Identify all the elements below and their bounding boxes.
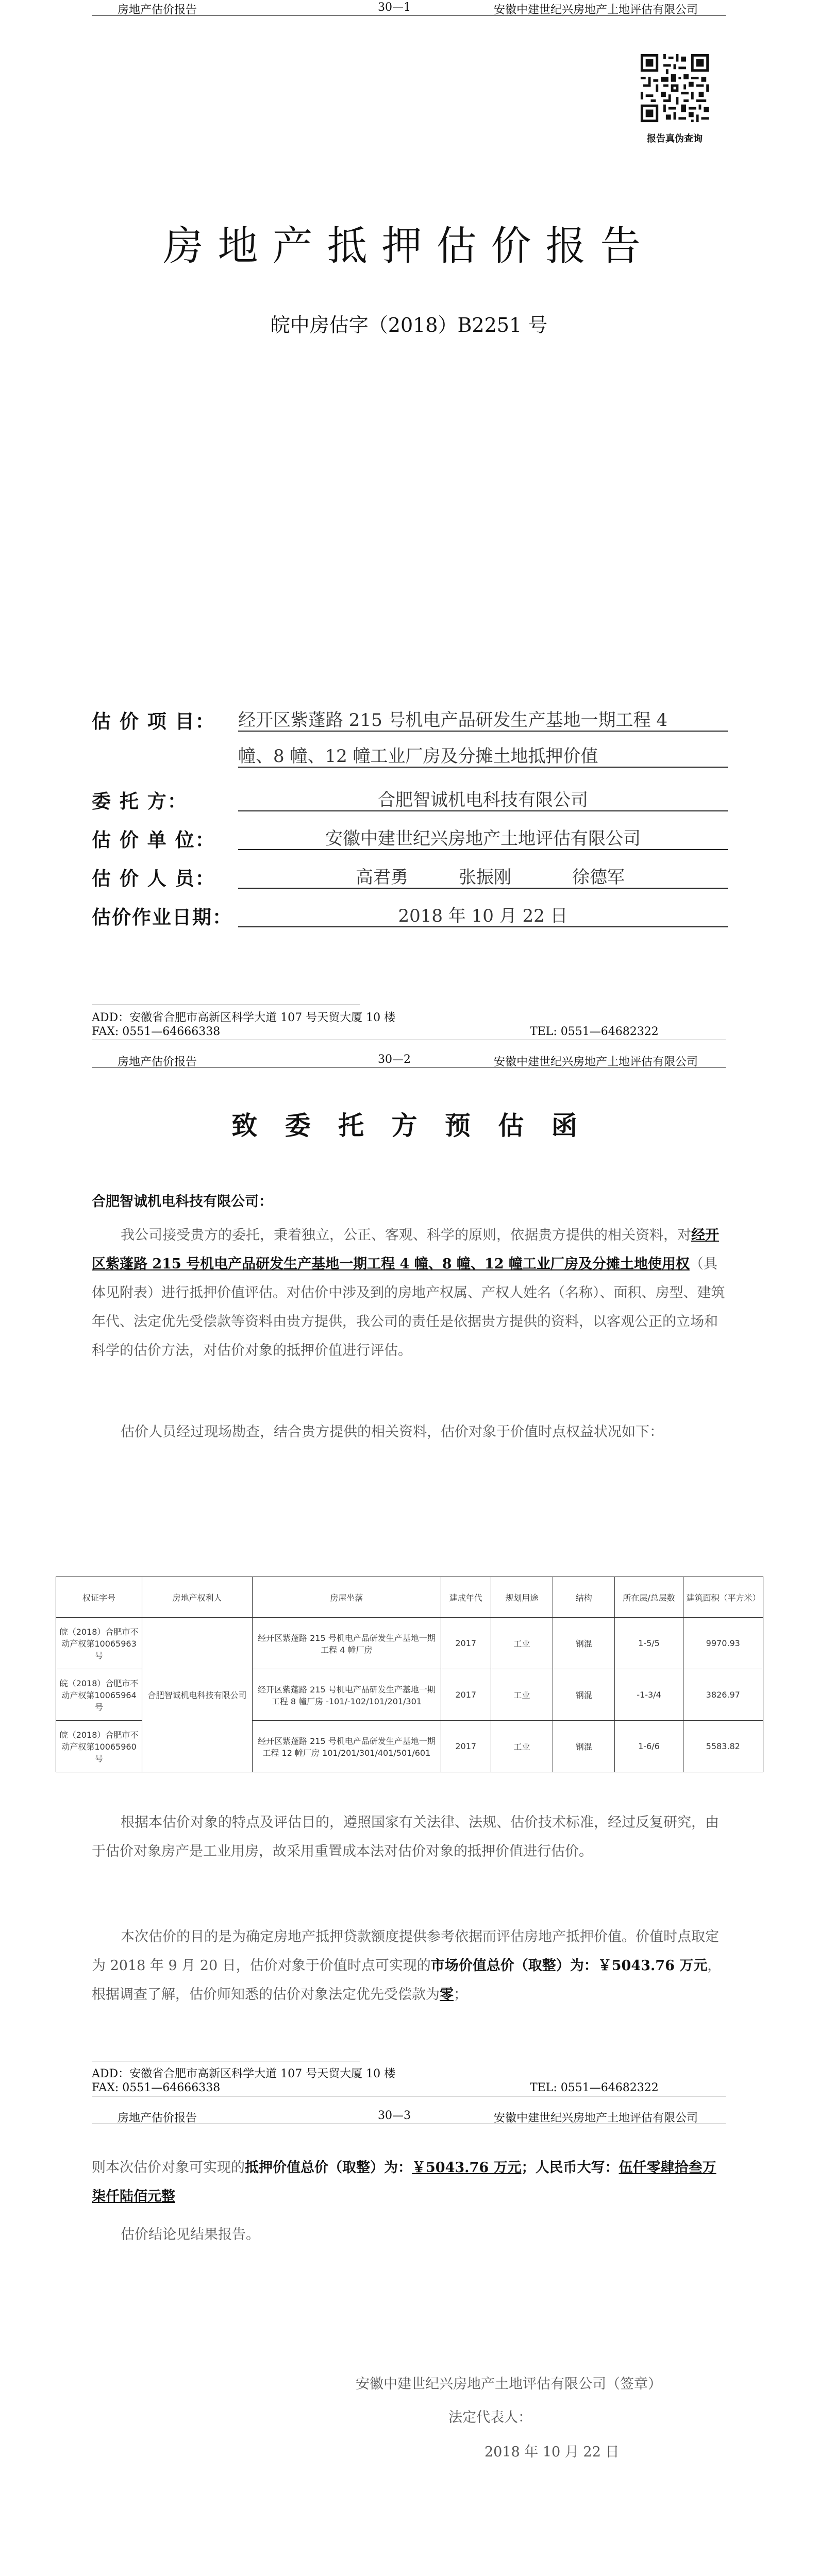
staff-name-2: 张振刚 [459,867,511,888]
header-left: 房地产估价报告 [118,2112,197,2125]
structure: 钢混 [553,1721,615,1772]
date-label: 估价作业日期： [92,906,232,928]
footer-address: ADD：安徽省合肥市高新区科学大道 107 号天贸大厦 10 楼 [92,2067,396,2080]
footer-tel: TEL: 0551—64682322 [530,2081,659,2094]
signature-date: 2018 年 10 月 22 日 [485,2444,620,2460]
staff-name-1: 高君勇 [356,867,408,888]
planned-use: 工业 [491,1721,553,1772]
project-value-line1: 经开区紫蓬路 215 号机电产品研发生产基地一期工程 4 [238,710,667,731]
structure: 钢混 [553,1669,615,1721]
letter-paragraph-2: 估价人员经过现场勘查，结合贵方提供的相关资料，估价对象于价值时点权益状况如下： [121,1424,663,1440]
underline [238,926,728,927]
signature-company: 安徽中建世纪兴房地产土地评估有限公司（签章） [356,2376,662,2392]
staff-label: 估 价 人 员： [92,867,215,890]
underline [238,731,728,732]
staff-name-3: 徐德军 [572,867,625,888]
owner-name: 合肥智诚机电科技有限公司 [142,1618,253,1772]
header-left: 房地产估价报告 [118,4,197,16]
report-number: 皖中房估字（2018）B2251 号 [270,314,548,336]
build-year: 2017 [441,1618,491,1669]
qr-code[interactable] [638,52,711,125]
page-header-1 [92,0,726,16]
date-value: 2018 年 10 月 22 日 [398,906,568,926]
underline [238,849,728,850]
underline [238,888,728,889]
letter-paragraph-1: 我公司接受贵方的委托，秉着独立，公正、客观、科学的原则，依据贵方提供的相关资料，对经开区紫蓬路 215 号机电产品研发生产基地一期工程 4 幢、8 幢、12 幢工业厂房及分摊土地使用权（具体见附表）进行抵押价值评估。对估价中涉及到的房地产权属、产权人姓名（名称）、面积、房型、建筑年代、法定优先受偿款等资料由贵方提供，我公司的责任是依据贵方提供的资料，以客观公正的立场和科学的估价方法，对估价对象的抵押价值进行评估。 [92,1227,725,1359]
header-right: 安徽中建世纪兴房地产土地评估有限公司 [494,4,698,16]
location: 经开区紫蓬路 215 号机电产品研发生产基地一期工程 8 幢厂房 -101/-102/101/201/301 [252,1669,441,1721]
header-page-number: 30—3 [378,2109,411,2122]
underline [238,767,728,768]
floor: -1-3/4 [615,1669,683,1721]
qr-caption: 报告真伪查询 [647,133,703,144]
area: 3826.97 [683,1669,763,1721]
footer-fax: FAX: 0551—64666338 [92,1025,221,1038]
project-label: 估 价 项 目： [92,710,215,733]
table-header-cell: 所在层/总层数 [615,1577,683,1618]
location: 经开区紫蓬路 215 号机电产品研发生产基地一期工程 4 幢厂房 [252,1618,441,1669]
appraiser-unit-value: 安徽中建世纪兴房地产土地评估有限公司 [325,828,641,849]
report-title: 房地产抵押估价报告 [163,223,655,269]
signature-representative: 法定代表人： [448,2410,532,2426]
project-value-line2: 幢、8 幢、12 幢工业厂房及分摊土地抵押价值 [238,746,598,767]
header-right: 安徽中建世纪兴房地产土地评估有限公司 [494,1056,698,1069]
build-year: 2017 [441,1669,491,1721]
page3-paragraph-1: 则本次估价对象可实现的抵押价值总价（取整）为：￥5043.76 万元；人民币大写：伍仟零肆拾叁万柒仟陆佰元整 [92,2160,716,2205]
header-page-number: 30—2 [378,1053,411,1066]
table-header-cell: 建筑面积（平方米） [683,1577,763,1618]
table-header-row [56,1577,763,1618]
table-header-cell: 建成年代 [441,1577,491,1618]
build-year: 2017 [441,1721,491,1772]
floor: 1-5/5 [615,1618,683,1669]
header-left: 房地产估价报告 [118,1056,197,1069]
footer-fax: FAX: 0551—64666338 [92,2081,221,2094]
area: 5583.82 [683,1721,763,1772]
cert-number: 皖（2018）合肥市不动产权第10065963 号 [56,1618,142,1669]
table-header-cell: 房屋坐落 [252,1577,441,1618]
appraiser-unit-label: 估 价 单 位： [92,828,215,851]
page-header-3 [92,2108,726,2124]
page3-paragraph-2: 估价结论见结果报告。 [121,2227,260,2243]
underline [238,810,728,811]
letter-paragraph-4: 本次估价的目的是为确定房地产抵押贷款额度提供参考依据而评估房地产抵押价值。价值时点取定为 2018 年 9 月 20 日，估价对象于价值时点可实现的市场价值总价（取整）为：￥5043.76 万元，根据调查了解，估价师知悉的估价对象法定优先受偿款为零； [92,1929,722,2003]
qr-code-icon [638,52,711,125]
property-table [56,1577,763,1772]
area: 9970.93 [683,1618,763,1669]
letter-addressee: 合肥智诚机电科技有限公司： [92,1194,273,1210]
table-header-cell: 规划用途 [491,1577,553,1618]
footer-tel: TEL: 0551—64682322 [530,1025,659,1038]
table-header-cell: 结构 [553,1577,615,1618]
planned-use: 工业 [491,1669,553,1721]
footer-address: ADD：安徽省合肥市高新区科学大道 107 号天贸大厦 10 楼 [92,1011,396,1024]
page-header-2 [92,1052,726,1068]
planned-use: 工业 [491,1618,553,1669]
structure: 钢混 [553,1618,615,1669]
header-right: 安徽中建世纪兴房地产土地评估有限公司 [494,2112,698,2125]
table-row [56,1618,763,1669]
client-value: 合肥智诚机电科技有限公司 [378,790,588,810]
cert-number: 皖（2018）合肥市不动产权第10065964 号 [56,1669,142,1721]
table-header-cell: 房地产权利人 [142,1577,253,1618]
header-page-number: 30—1 [378,1,411,14]
cert-number: 皖（2018）合肥市不动产权第10065960 号 [56,1721,142,1772]
table-header-cell: 权证字号 [56,1577,142,1618]
letter-title: 致 委 托 方 预 估 函 [231,1110,587,1141]
client-label: 委 托 方： [92,790,188,812]
letter-paragraph-3: 根据本估价对象的特点及评估目的，遵照国家有关法律、法规、估价技术标准，经过反复研究，由于估价对象房产是工业用房，故采用重置成本法对估价对象的抵押价值进行估价。 [92,1815,719,1859]
floor: 1-6/6 [615,1721,683,1772]
location: 经开区紫蓬路 215 号机电产品研发生产基地一期工程 12 幢厂房 101/201/301/401/501/601 [252,1721,441,1772]
